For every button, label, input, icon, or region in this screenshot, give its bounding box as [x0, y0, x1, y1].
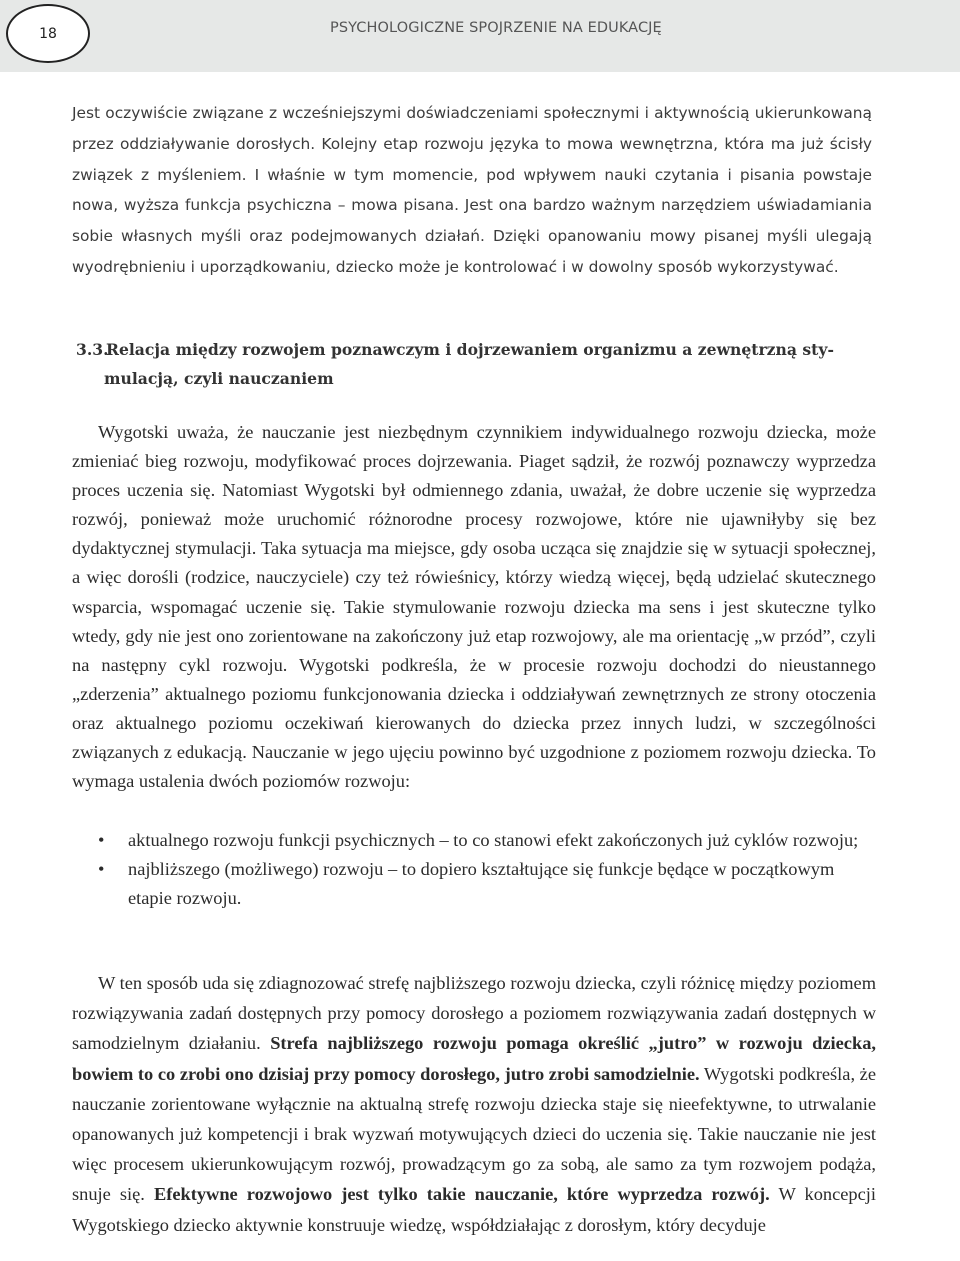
- paragraph-1: Jest oczywiście związane z wcześniejszymi doświadczeniami społecznymi i aktywnością ukierunkowaną przez oddziaływanie dorosłych. Kolejny etap rozwoju języka to mowa wewnętrzna, która ma już ścisły związek z myśleniem. I właśnie w tym momencie, pod wpływem nauki czytania i pisania powstaje nowa, wyższa funkcja psychiczna – mowa pisana. Jest ona bardzo ważnym narzędziem uświadamiania sobie własnych myśli oraz podejmowanych działań. Dzięki opanowaniu mowy pisanej myśli ulegają wyodrębnieniu i uporządkowaniu, dziecko może je kontrolować i w dowolny sposób wykorzystywać.: [72, 104, 872, 276]
- paragraph-3-bold-zpd: Strefa najbliższego rozwoju pomaga określić „jutro” w rozwoju dziecka, bowiem to co zrobi ono dzisiaj przy pomocy dorosłego, jutro zrobi samodzielnie.: [72, 1033, 876, 1084]
- bullet-list: [72, 826, 876, 913]
- list-item: [72, 826, 876, 855]
- paragraph-3-text: W koncepcji Wygotskiego dziecko aktywnie konstruuje wiedzę, współdziałając z dorosłym, który decyduje: [72, 1184, 876, 1235]
- paragraph-3-text: Wygotski podkreśla, że nauczanie zorientowane wyłącznie na aktualną strefę rozwoju dziecka staje się nieefektywne, to utrwalanie opanowanych już kompetencji i brak wyzwań motywujących dzieci do uczenia się. Takie nauczanie nie jest więc procesem ukierunkowującym rozwój, prowadzącym go za sobą, ale samo za tym rozwojem podąża, snuje się.: [72, 1063, 876, 1205]
- section-title-line-1: Relacja między rozwojem poznawczym i dojrzewaniem organizmu a zewnętrzną sty-: [106, 340, 834, 359]
- page-header: [0, 0, 960, 72]
- list-item-text: najbliższego (możliwego) rozwoju – to dopiero kształtujące się funkcje będące w początkowym etapie rozwoju.: [128, 859, 835, 909]
- paragraph-3: [72, 968, 876, 1240]
- section-title-line-2: mulacją, czyli nauczaniem: [104, 369, 334, 388]
- list-item: [72, 855, 876, 913]
- section-heading: [76, 335, 876, 393]
- bullet-icon: •: [98, 830, 105, 850]
- running-title: PSYCHOLOGICZNE SPOJRZENIE NA EDUKACJĘ: [330, 20, 662, 36]
- paragraph-2: Wygotski uważa, że nauczanie jest niezbędnym czynnikiem indywidualnego rozwoju dziecka, może zmieniać bieg rozwoju, modyfikować proces dojrzewania. Piaget sądził, że rozwój poznawczy wyprzedza proces uczenia się. Natomiast Wygotski był odmiennego zdania, uważał, że dobre uczenie się wyprzedza rozwój, ponieważ może uruchomić różnorodne procesy rozwojowe, które nie ujawniłyby się bez dydaktycznej stymulacji. Taka sytuacja ma miejsce, gdy osoba ucząca się znajdzie się w sytuacji społecznej, a więc dorośli (rodzice, nauczyciele) czy też rówieśnicy, którzy wiedzą więcej, będą udzielać skutecznego wsparcia, wspomagać uczenie się. Takie stymulowanie rozwoju dziecka ma sens i jest skuteczne tylko wtedy, gdy nie jest ono zorientowane na zakończony już etap rozwojowy, ale ma orientację „w przód”, czyli na następny cykl rozwoju. Wygotski podkreśla, że w procesie rozwoju dochodzi do nieustannego „zderzenia” aktualnego poziomu funkcjonowania dziecka i oddziaływań zewnętrznych ze strony otoczenia oraz aktualnego poziomu oczekiwań kierowanych do dziecka przez innych ludzi, w szczególności związanych z edukacją. Nauczanie w jego ujęciu powinno być uzgodnione z poziomem rozwoju dziecka. To wymaga ustalenia dwóch poziomów rozwoju:: [72, 422, 876, 792]
- section-number: 3.3.: [76, 340, 109, 359]
- bullet-icon: •: [98, 859, 105, 880]
- page-number: 18: [6, 4, 90, 63]
- paragraph-3-text: W ten sposób uda się zdiagnozować strefę najbliższego rozwoju dziecka, czyli różnicę między poziomem rozwiązywania zadań dostępnych przy pomocy dorosłego a poziomem rozwiązywania zadań dostępnych w samodzielnym działaniu.: [72, 973, 876, 1054]
- list-item-text: aktualnego rozwoju funkcji psychicznych – to co stanowi efekt zakończonych już cyklów rozwoju;: [128, 830, 859, 850]
- paragraph-3-bold-effective: Efektywne rozwojowo jest tylko takie nauczanie, które wyprzedza rozwój.: [153, 1184, 770, 1205]
